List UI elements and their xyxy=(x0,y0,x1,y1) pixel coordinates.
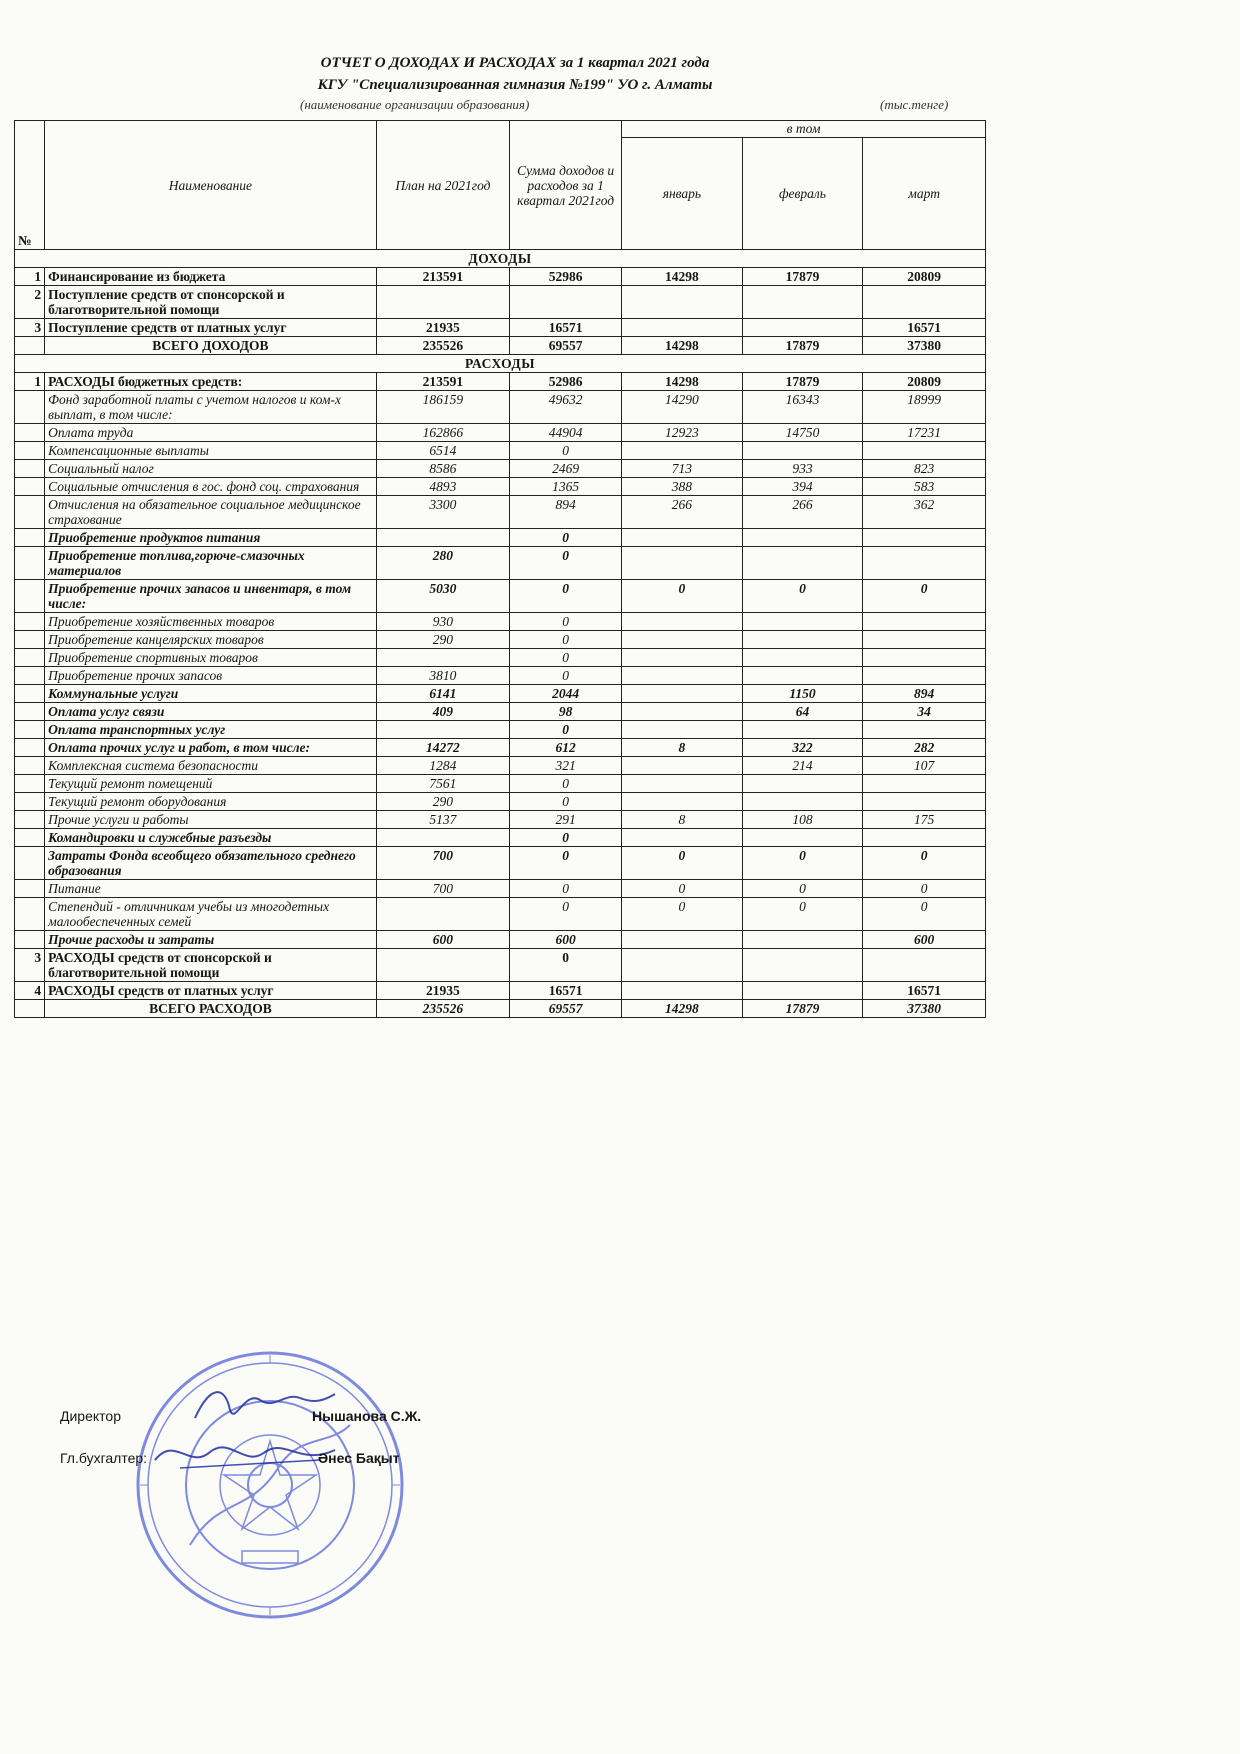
cell-sum: 16571 xyxy=(510,982,622,1000)
cell-plan: 5030 xyxy=(376,580,509,613)
cell-sum: 44904 xyxy=(510,424,622,442)
cell-sum: 612 xyxy=(510,739,622,757)
cell-sum: 0 xyxy=(510,442,622,460)
cell-name: Затраты Фонда всеобщего обязательного среднего образования xyxy=(45,847,377,880)
cell-plan: 7561 xyxy=(376,775,509,793)
cell-plan: 930 xyxy=(376,613,509,631)
cell-plan: 3810 xyxy=(376,667,509,685)
cell-plan: 700 xyxy=(376,847,509,880)
cell-mar: 894 xyxy=(863,685,986,703)
cell-jan xyxy=(622,703,743,721)
cell-jan: 0 xyxy=(622,580,743,613)
total-name: ВСЕГО РАСХОДОВ xyxy=(45,1000,377,1018)
cell-name: Оплата труда xyxy=(45,424,377,442)
cell-feb: 17879 xyxy=(742,268,863,286)
cell-jan: 14290 xyxy=(622,391,743,424)
cell-jan xyxy=(622,286,743,319)
cell-no xyxy=(15,631,45,649)
report-body xyxy=(15,250,986,1018)
total-feb: 17879 xyxy=(742,337,863,355)
cell-mar: 18999 xyxy=(863,391,986,424)
col-header-jan: январь xyxy=(622,138,743,250)
cell-sum: 2469 xyxy=(510,460,622,478)
cell-name: Приобретение прочих запасов xyxy=(45,667,377,685)
col-header-no: № xyxy=(15,121,45,250)
table-row xyxy=(15,949,986,982)
table-row xyxy=(15,793,986,811)
cell-mar: 600 xyxy=(863,931,986,949)
cell-no xyxy=(15,931,45,949)
cell-sum: 52986 xyxy=(510,373,622,391)
cell-name: Фонд заработной платы с учетом налогов и ком-х выплат, в том числе: xyxy=(45,391,377,424)
cell-mar xyxy=(863,829,986,847)
cell-plan: 213591 xyxy=(376,373,509,391)
report-table xyxy=(14,120,986,1018)
cell-no xyxy=(15,757,45,775)
table-row xyxy=(15,286,986,319)
cell-sum: 291 xyxy=(510,811,622,829)
table-row xyxy=(15,529,986,547)
cell-no xyxy=(15,721,45,739)
cell-no xyxy=(15,337,45,355)
cell-name: Отчисления на обязательное социальное медицинское страхование xyxy=(45,496,377,529)
organization-name: КГУ "Специализированная гимназия №199" УО г. Алматы xyxy=(317,77,713,93)
cell-feb: 1150 xyxy=(742,685,863,703)
cell-feb: 0 xyxy=(742,847,863,880)
cell-no xyxy=(15,811,45,829)
table-row xyxy=(15,775,986,793)
cell-plan: 600 xyxy=(376,931,509,949)
cell-sum: 0 xyxy=(510,649,622,667)
cell-name: Приобретение канцелярских товаров xyxy=(45,631,377,649)
cell-mar: 34 xyxy=(863,703,986,721)
section-income-label: ДОХОДЫ xyxy=(15,250,986,268)
cell-name: Социальный налог xyxy=(45,460,377,478)
cell-no xyxy=(15,739,45,757)
table-row xyxy=(15,496,986,529)
cell-feb: 16343 xyxy=(742,391,863,424)
cell-plan: 6141 xyxy=(376,685,509,703)
cell-sum: 1365 xyxy=(510,478,622,496)
cell-mar xyxy=(863,793,986,811)
cell-name: Поступление средств от спонсорской и благотворительной помощи xyxy=(45,286,377,319)
cell-feb: 214 xyxy=(742,757,863,775)
cell-jan xyxy=(622,631,743,649)
cell-name: Приобретение хозяйственных товаров xyxy=(45,613,377,631)
cell-sum: 16571 xyxy=(510,319,622,337)
cell-no xyxy=(15,460,45,478)
table-row xyxy=(15,880,986,898)
table-row xyxy=(15,811,986,829)
cell-plan: 290 xyxy=(376,631,509,649)
cell-mar xyxy=(863,529,986,547)
director-label: Директор xyxy=(60,1408,121,1424)
cell-plan: 14272 xyxy=(376,739,509,757)
total-mar: 37380 xyxy=(863,1000,986,1018)
cell-feb: 0 xyxy=(742,880,863,898)
cell-jan xyxy=(622,613,743,631)
cell-name: Текущий ремонт помещений xyxy=(45,775,377,793)
cell-mar: 20809 xyxy=(863,268,986,286)
total-plan: 235526 xyxy=(376,1000,509,1018)
table-row xyxy=(15,649,986,667)
table-row xyxy=(15,757,986,775)
cell-feb xyxy=(742,529,863,547)
cell-sum: 0 xyxy=(510,898,622,931)
cell-feb xyxy=(742,931,863,949)
cell-jan xyxy=(622,829,743,847)
table-row xyxy=(15,898,986,931)
total-mar: 37380 xyxy=(863,337,986,355)
cell-mar: 0 xyxy=(863,880,986,898)
cell-plan xyxy=(376,529,509,547)
total-sum: 69557 xyxy=(510,337,622,355)
cell-feb xyxy=(742,319,863,337)
cell-feb: 17879 xyxy=(742,373,863,391)
cell-feb xyxy=(742,721,863,739)
cell-sum: 0 xyxy=(510,949,622,982)
cell-sum: 0 xyxy=(510,880,622,898)
cell-name: Компенсационные выплаты xyxy=(45,442,377,460)
cell-no xyxy=(15,1000,45,1018)
cell-sum: 98 xyxy=(510,703,622,721)
cell-jan xyxy=(622,721,743,739)
cell-feb xyxy=(742,649,863,667)
cell-mar: 20809 xyxy=(863,373,986,391)
cell-plan: 409 xyxy=(376,703,509,721)
cell-no: 3 xyxy=(15,949,45,982)
total-feb: 17879 xyxy=(742,1000,863,1018)
cell-jan xyxy=(622,931,743,949)
cell-sum: 0 xyxy=(510,613,622,631)
cell-no xyxy=(15,649,45,667)
table-row xyxy=(15,982,986,1000)
cell-no xyxy=(15,580,45,613)
cell-plan: 4893 xyxy=(376,478,509,496)
cell-jan xyxy=(622,649,743,667)
cell-feb: 933 xyxy=(742,460,863,478)
cell-plan: 186159 xyxy=(376,391,509,424)
cell-no xyxy=(15,442,45,460)
cell-jan xyxy=(622,949,743,982)
cell-no xyxy=(15,496,45,529)
cell-name: Оплата транспортных услуг xyxy=(45,721,377,739)
cell-jan xyxy=(622,685,743,703)
cell-name: Прочие расходы и затраты xyxy=(45,931,377,949)
cell-name: Оплата прочих услуг и работ, в том числе: xyxy=(45,739,377,757)
cell-plan: 213591 xyxy=(376,268,509,286)
table-row xyxy=(15,703,986,721)
total-name: ВСЕГО ДОХОДОВ xyxy=(45,337,377,355)
cell-sum: 0 xyxy=(510,547,622,580)
table-row xyxy=(15,667,986,685)
table-row xyxy=(15,631,986,649)
cell-jan: 713 xyxy=(622,460,743,478)
cell-name: Степендий - отличникам учебы из многодетных малообеспеченных семей xyxy=(45,898,377,931)
cell-name: Приобретение продуктов питания xyxy=(45,529,377,547)
cell-name: Питание xyxy=(45,880,377,898)
table-row xyxy=(15,442,986,460)
cell-no xyxy=(15,898,45,931)
cell-sum: 894 xyxy=(510,496,622,529)
cell-no xyxy=(15,829,45,847)
cell-mar: 362 xyxy=(863,496,986,529)
cell-sum: 600 xyxy=(510,931,622,949)
cell-name: РАСХОДЫ средств от спонсорской и благотворительной помощи xyxy=(45,949,377,982)
cell-name: РАСХОДЫ средств от платных услуг xyxy=(45,982,377,1000)
cell-mar xyxy=(863,775,986,793)
report-title: ОТЧЕТ О ДОХОДАХ И РАСХОДАХ за 1 квартал 2021 года xyxy=(320,55,710,71)
cell-plan: 3300 xyxy=(376,496,509,529)
cell-feb: 322 xyxy=(742,739,863,757)
cell-plan: 162866 xyxy=(376,424,509,442)
cell-jan: 8 xyxy=(622,811,743,829)
cell-plan: 21935 xyxy=(376,319,509,337)
accountant-label: Гл.бухгалтер: xyxy=(60,1450,148,1466)
cell-no xyxy=(15,880,45,898)
col-header-name: Наименование xyxy=(45,121,377,250)
col-header-mar: март xyxy=(863,138,986,250)
cell-plan xyxy=(376,898,509,931)
cell-feb xyxy=(742,775,863,793)
organization-note: (наименование организации образования) xyxy=(300,97,530,112)
cell-mar xyxy=(863,286,986,319)
cell-sum: 49632 xyxy=(510,391,622,424)
table-row xyxy=(15,580,986,613)
cell-plan: 1284 xyxy=(376,757,509,775)
cell-mar: 107 xyxy=(863,757,986,775)
cell-feb: 0 xyxy=(742,898,863,931)
cell-feb xyxy=(742,667,863,685)
cell-sum: 0 xyxy=(510,631,622,649)
cell-jan xyxy=(622,982,743,1000)
cell-no xyxy=(15,391,45,424)
expense-total-row xyxy=(15,1000,986,1018)
cell-jan: 12923 xyxy=(622,424,743,442)
table-row xyxy=(15,391,986,424)
cell-feb: 0 xyxy=(742,580,863,613)
cell-name: Коммунальные услуги xyxy=(45,685,377,703)
cell-name: РАСХОДЫ бюджетных средств: xyxy=(45,373,377,391)
col-header-plan: План на 2021год xyxy=(376,121,509,250)
accountant-signature xyxy=(150,1430,340,1480)
cell-name: Оплата услуг связи xyxy=(45,703,377,721)
cell-sum: 0 xyxy=(510,847,622,880)
cell-mar xyxy=(863,649,986,667)
cell-mar xyxy=(863,613,986,631)
cell-mar xyxy=(863,949,986,982)
table-row xyxy=(15,547,986,580)
cell-feb xyxy=(742,613,863,631)
cell-name: Социальные отчисления в гос. фонд соц. страхования xyxy=(45,478,377,496)
cell-sum: 0 xyxy=(510,793,622,811)
table-row xyxy=(15,847,986,880)
cell-sum: 0 xyxy=(510,775,622,793)
cell-name: Прочие услуги и работы xyxy=(45,811,377,829)
cell-plan xyxy=(376,286,509,319)
cell-name: Финансирование из бюджета xyxy=(45,268,377,286)
cell-no xyxy=(15,529,45,547)
cell-name: Командировки и служебные разъезды xyxy=(45,829,377,847)
cell-name: Текущий ремонт оборудования xyxy=(45,793,377,811)
table-row xyxy=(15,739,986,757)
table-row xyxy=(15,829,986,847)
table-row xyxy=(15,613,986,631)
cell-no xyxy=(15,775,45,793)
cell-jan xyxy=(622,793,743,811)
section-expenses-label: РАСХОДЫ xyxy=(15,355,986,373)
cell-jan xyxy=(622,319,743,337)
cell-feb xyxy=(742,286,863,319)
cell-plan: 700 xyxy=(376,880,509,898)
section-expenses xyxy=(15,355,986,373)
total-plan: 235526 xyxy=(376,337,509,355)
cell-sum: 0 xyxy=(510,529,622,547)
table-row xyxy=(15,685,986,703)
cell-mar xyxy=(863,721,986,739)
cell-feb: 14750 xyxy=(742,424,863,442)
cell-mar xyxy=(863,667,986,685)
cell-feb xyxy=(742,442,863,460)
cell-jan xyxy=(622,547,743,580)
unit-note: (тыс.тенге) xyxy=(880,97,949,112)
cell-no: 1 xyxy=(15,373,45,391)
cell-no xyxy=(15,667,45,685)
cell-no xyxy=(15,793,45,811)
cell-jan xyxy=(622,529,743,547)
cell-feb: 394 xyxy=(742,478,863,496)
cell-no: 2 xyxy=(15,286,45,319)
cell-feb: 266 xyxy=(742,496,863,529)
cell-feb xyxy=(742,982,863,1000)
cell-mar: 0 xyxy=(863,898,986,931)
cell-mar: 17231 xyxy=(863,424,986,442)
cell-plan: 280 xyxy=(376,547,509,580)
col-header-group: в том xyxy=(622,121,986,138)
cell-plan xyxy=(376,721,509,739)
cell-plan: 290 xyxy=(376,793,509,811)
cell-name: Приобретение спортивных товаров xyxy=(45,649,377,667)
cell-plan: 5137 xyxy=(376,811,509,829)
col-header-feb: февраль xyxy=(742,138,863,250)
cell-sum: 52986 xyxy=(510,268,622,286)
cell-feb xyxy=(742,793,863,811)
table-row xyxy=(15,319,986,337)
cell-mar: 823 xyxy=(863,460,986,478)
cell-feb xyxy=(742,631,863,649)
cell-feb xyxy=(742,949,863,982)
cell-name: Приобретение топлива,горюче-смазочных материалов xyxy=(45,547,377,580)
cell-mar xyxy=(863,442,986,460)
income-total-row xyxy=(15,337,986,355)
cell-no xyxy=(15,547,45,580)
cell-no xyxy=(15,685,45,703)
table-row xyxy=(15,478,986,496)
cell-no xyxy=(15,703,45,721)
total-jan: 14298 xyxy=(622,1000,743,1018)
table-row xyxy=(15,931,986,949)
cell-mar: 16571 xyxy=(863,319,986,337)
cell-jan: 388 xyxy=(622,478,743,496)
cell-jan: 266 xyxy=(622,496,743,529)
cell-mar: 0 xyxy=(863,580,986,613)
cell-jan xyxy=(622,775,743,793)
cell-plan: 8586 xyxy=(376,460,509,478)
table-row xyxy=(15,373,986,391)
cell-jan xyxy=(622,757,743,775)
cell-mar: 583 xyxy=(863,478,986,496)
cell-feb: 108 xyxy=(742,811,863,829)
cell-mar: 16571 xyxy=(863,982,986,1000)
cell-jan: 0 xyxy=(622,880,743,898)
cell-plan: 6514 xyxy=(376,442,509,460)
table-row xyxy=(15,424,986,442)
cell-no: 3 xyxy=(15,319,45,337)
cell-mar: 175 xyxy=(863,811,986,829)
cell-name: Поступление средств от платных услуг xyxy=(45,319,377,337)
cell-sum: 321 xyxy=(510,757,622,775)
col-header-sum: Сумма доходов и расходов за 1 квартал 2021год xyxy=(510,121,622,250)
cell-no xyxy=(15,847,45,880)
cell-plan xyxy=(376,829,509,847)
cell-feb xyxy=(742,547,863,580)
cell-sum: 0 xyxy=(510,721,622,739)
cell-sum: 2044 xyxy=(510,685,622,703)
cell-plan xyxy=(376,949,509,982)
cell-mar xyxy=(863,547,986,580)
table-row xyxy=(15,721,986,739)
cell-plan: 21935 xyxy=(376,982,509,1000)
cell-mar: 282 xyxy=(863,739,986,757)
cell-jan: 8 xyxy=(622,739,743,757)
cell-name: Комплексная система безопасности xyxy=(45,757,377,775)
cell-no: 1 xyxy=(15,268,45,286)
cell-jan: 14298 xyxy=(622,268,743,286)
cell-jan: 0 xyxy=(622,847,743,880)
cell-feb xyxy=(742,829,863,847)
cell-jan: 0 xyxy=(622,898,743,931)
cell-no xyxy=(15,613,45,631)
cell-sum xyxy=(510,286,622,319)
cell-jan xyxy=(622,442,743,460)
director-name: Нышанова С.Ж. xyxy=(312,1408,422,1424)
cell-no xyxy=(15,478,45,496)
total-jan: 14298 xyxy=(622,337,743,355)
cell-plan xyxy=(376,649,509,667)
cell-sum: 0 xyxy=(510,667,622,685)
cell-name: Приобретение прочих запасов и инвентаря, в том числе: xyxy=(45,580,377,613)
cell-no xyxy=(15,424,45,442)
table-row xyxy=(15,460,986,478)
cell-mar: 0 xyxy=(863,847,986,880)
section-income xyxy=(15,250,986,268)
cell-jan: 14298 xyxy=(622,373,743,391)
table-row xyxy=(15,268,986,286)
cell-jan xyxy=(622,667,743,685)
cell-sum: 0 xyxy=(510,580,622,613)
cell-feb: 64 xyxy=(742,703,863,721)
accountant-name: Әнес Бақыт xyxy=(318,1450,400,1466)
cell-mar xyxy=(863,631,986,649)
cell-no: 4 xyxy=(15,982,45,1000)
cell-sum: 0 xyxy=(510,829,622,847)
total-sum: 69557 xyxy=(510,1000,622,1018)
